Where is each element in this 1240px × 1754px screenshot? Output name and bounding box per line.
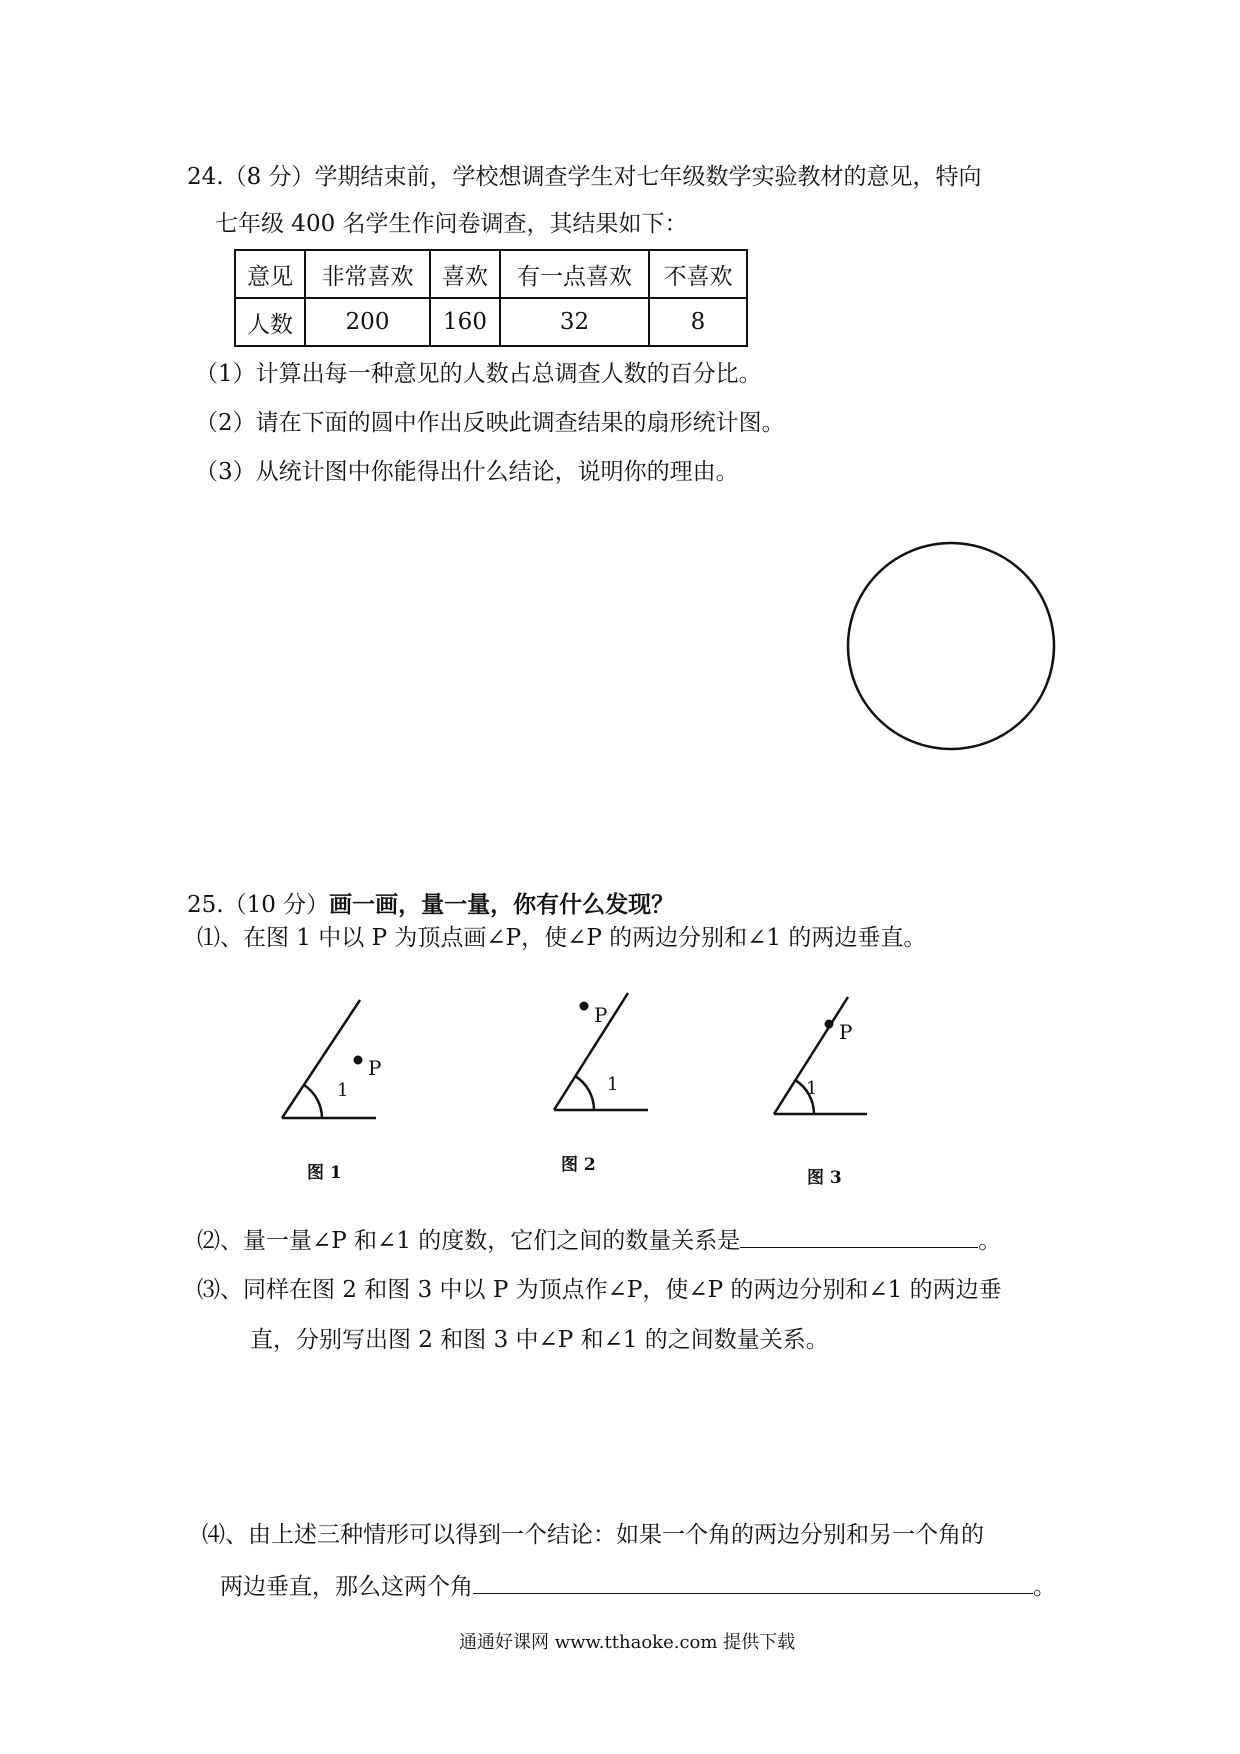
- fig1-angle-label: 1: [337, 1080, 349, 1101]
- fig3-caption: 图 3: [807, 1168, 842, 1188]
- fig1-caption: 图 1: [307, 1163, 342, 1183]
- q25-sub3: ⑶、同样在图 2 和图 3 中以 P 为顶点作∠P，使∠P 的两边分别和∠1 的两边垂: [197, 1277, 1002, 1303]
- fig1-point-label: P: [368, 1056, 382, 1080]
- table-cell: 32: [500, 298, 649, 346]
- q25-sub2: [197, 1225, 1001, 1256]
- q24-sub2: （2）请在下面的圆中作出反映此调查结果的扇形统计图。: [195, 410, 785, 436]
- q24-sub1: （1）计算出每一种意见的人数占总调查人数的百分比。: [195, 361, 762, 387]
- q25-sub1: ⑴、在图 1 中以 P 为顶点画∠P，使∠P 的两边分别和∠1 的两边垂直。: [197, 925, 927, 951]
- table-cell: 160: [430, 298, 500, 346]
- table-cell: 喜欢: [430, 250, 500, 298]
- table-cell: 非常喜欢: [305, 250, 430, 298]
- fig2-angle-label: 1: [607, 1074, 619, 1095]
- q25-sub4-end: 。: [1033, 1574, 1056, 1600]
- q25-sub2-text: ⑵、量一量∠P 和∠1 的度数，它们之间的数量关系是: [197, 1228, 741, 1254]
- fig2-point-label: P: [594, 1003, 608, 1027]
- table-cell: 8: [649, 298, 747, 346]
- page-footer: 通通好课网 www.tthaoke.com 提供下载: [459, 1632, 796, 1653]
- q25-sub4-text: 两边垂直，那么这两个角: [220, 1574, 473, 1600]
- table-cell: 人数: [235, 298, 305, 346]
- fig2-caption: 图 2: [561, 1155, 596, 1175]
- figure-3: [774, 997, 867, 1114]
- q25-sub4-cont: [220, 1571, 1056, 1602]
- q24-sub3: （3）从统计图中你能得出什么结论，说明你的理由。: [195, 459, 739, 485]
- table-cell: 200: [305, 298, 430, 346]
- fig3-point-label: P: [839, 1020, 853, 1044]
- answer-blank-1[interactable]: [740, 1225, 978, 1248]
- answer-blank-2[interactable]: [473, 1571, 1033, 1594]
- q25-sub4: ⑷、由上述三种情形可以得到一个结论：如果一个角的两边分别和另一个角的: [202, 1522, 984, 1548]
- q24-header-cont: 七年级 400 名学生作问卷调查，其结果如下：: [215, 211, 688, 237]
- q25-number: 25.（10 分）: [187, 892, 330, 918]
- table-cell: 不喜欢: [649, 250, 747, 298]
- q25-sub2-end: 。: [978, 1228, 1002, 1254]
- figure-1: [282, 1000, 376, 1118]
- q25-title: 画一画，量一量，你有什么发现？: [329, 891, 675, 918]
- fig3-angle-label: 1: [806, 1078, 818, 1099]
- q25-sub3-cont: 直，分别写出图 2 和图 3 中∠P 和∠1 的之间数量关系。: [250, 1327, 829, 1353]
- table-cell: 有一点喜欢: [500, 250, 649, 298]
- table-cell: 意见: [235, 250, 305, 298]
- q24-header: 24.（8 分）学期结束前，学校想调查学生对七年级数学实验教材的意见，特向: [187, 164, 982, 190]
